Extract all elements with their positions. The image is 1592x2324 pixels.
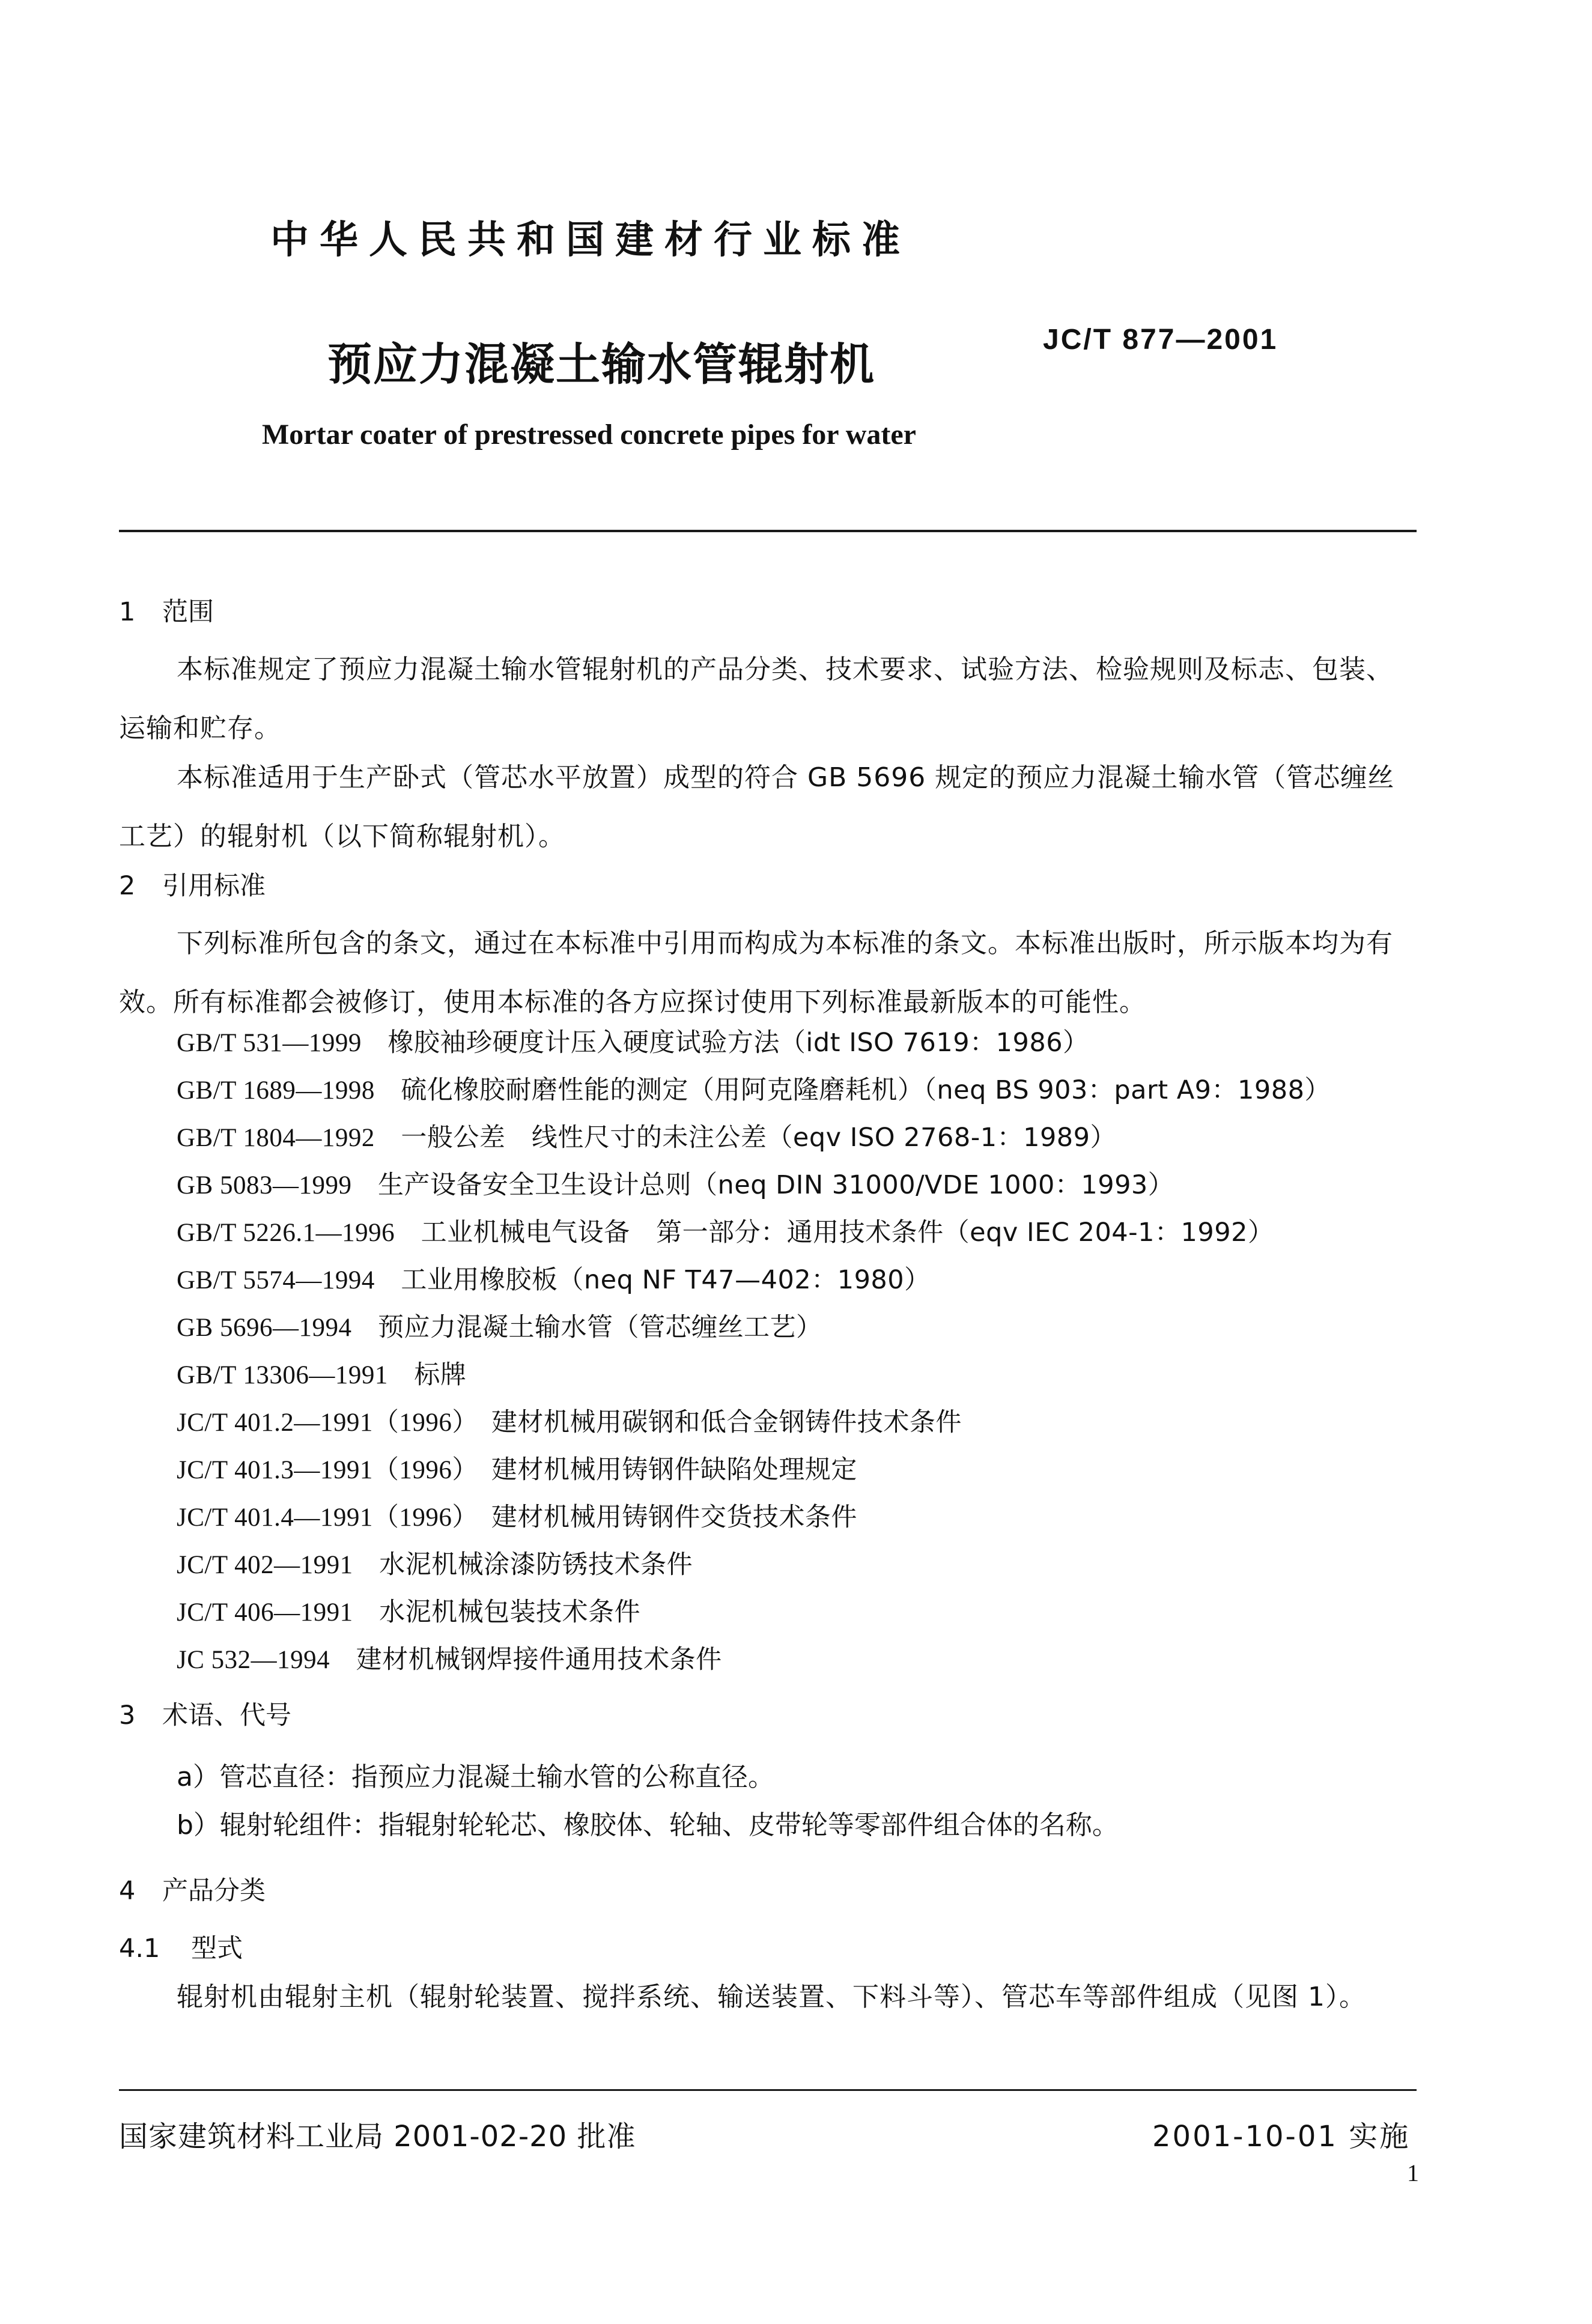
section-1-heading bbox=[119, 592, 214, 628]
ref-item bbox=[177, 1022, 1089, 1059]
ref-code: GB/T 531—1999 bbox=[177, 1029, 362, 1057]
ref-code: GB/T 13306—1991 bbox=[177, 1361, 388, 1389]
ref-desc: 建材机械用碳钢和低合金钢铸件技术条件 bbox=[491, 1407, 962, 1437]
title-chinese: 预应力混凝土输水管辊射机 bbox=[327, 339, 875, 390]
term-item: a）管芯直径：指预应力混凝土输水管的公称直径。 bbox=[177, 1762, 774, 1792]
page-number: 1 bbox=[1407, 2159, 1419, 2186]
ref-desc: 建材机械用铸钢件交货技术条件 bbox=[491, 1502, 857, 1532]
ref-item bbox=[177, 1592, 640, 1628]
section-title: 产品分类 bbox=[162, 1876, 266, 1906]
subsection-4-1-heading bbox=[119, 1928, 243, 1965]
section-number: 4 bbox=[119, 1876, 136, 1906]
ref-desc: 建材机械钢焊接件通用技术条件 bbox=[356, 1645, 722, 1675]
ref-item bbox=[177, 1497, 857, 1534]
ref-desc: 水泥机械涂漆防锈技术条件 bbox=[379, 1550, 693, 1580]
ref-code: GB/T 1804—1992 bbox=[177, 1124, 375, 1152]
ref-item bbox=[177, 1212, 1274, 1249]
standard-category: 中华人民共和国建材行业标准 bbox=[270, 218, 911, 262]
ref-code: JC/T 401.3—1991（1996） bbox=[177, 1456, 466, 1484]
title-english: Mortar coater of prestressed concrete pipes for water bbox=[262, 419, 916, 451]
ref-item bbox=[177, 1070, 1331, 1106]
section-2-para-1: 下列标准所包含的条文，通过在本标准中引用而构成为本标准的条文。本标准出版时，所示版本均为有效。所有标准都会被修订，使用本标准的各方应探讨使用下列标准最新版本的可能性。 bbox=[119, 928, 1393, 1018]
ref-desc: 建材机械用铸钢件缺陷处理规定 bbox=[491, 1455, 857, 1485]
ref-code: GB/T 1689—1998 bbox=[177, 1076, 375, 1105]
ref-code: JC 532—1994 bbox=[177, 1646, 330, 1674]
ref-code: JC/T 401.2—1991（1996） bbox=[177, 1409, 466, 1437]
ref-item bbox=[177, 1402, 962, 1439]
ref-desc: 标牌 bbox=[414, 1360, 467, 1390]
section-title: 范围 bbox=[162, 597, 214, 627]
header-divider bbox=[119, 530, 1417, 532]
ref-desc: 工业用橡胶板（neq NF T47—402：1980） bbox=[401, 1265, 931, 1295]
ref-item bbox=[177, 1639, 722, 1676]
section-3-heading bbox=[119, 1695, 291, 1732]
ref-code: GB/T 5574—1994 bbox=[177, 1266, 375, 1294]
subsection-4-1-para: 辊射机由辊射主机（辊射轮装置、搅拌系统、输送装置、下料斗等）、管芯车等部件组成（见图 1）。 bbox=[177, 1982, 1366, 2012]
ref-code: GB 5696—1994 bbox=[177, 1314, 352, 1342]
effective-date: 2001-10-01 实施 bbox=[1152, 2120, 1411, 2153]
section-4-heading bbox=[119, 1870, 266, 1907]
section-number: 2 bbox=[119, 871, 136, 901]
ref-item bbox=[177, 1355, 466, 1391]
ref-code: JC/T 402—1991 bbox=[177, 1551, 353, 1579]
ref-code: JC/T 401.4—1991（1996） bbox=[177, 1503, 466, 1532]
ref-desc: 工业机械电气设备 第一部分：通用技术条件（eqv IEC 204-1：1992） bbox=[421, 1218, 1274, 1248]
doc-number: JC/T 877—2001 bbox=[1043, 324, 1278, 356]
ref-code: JC/T 406—1991 bbox=[177, 1598, 353, 1627]
ref-desc: 水泥机械包装技术条件 bbox=[379, 1597, 641, 1627]
ref-code: GB/T 5226.1—1996 bbox=[177, 1219, 395, 1247]
issuer-approval: 国家建筑材料工业局 2001-02-20 批准 bbox=[119, 2120, 636, 2153]
section-2-heading bbox=[119, 866, 266, 902]
ref-desc: 预应力混凝土输水管（管芯缠丝工艺） bbox=[377, 1312, 822, 1343]
ref-item bbox=[177, 1307, 822, 1344]
ref-desc: 生产设备安全卫生设计总则（neq DIN 31000/VDE 1000：1993） bbox=[377, 1170, 1174, 1200]
section-number: 1 bbox=[119, 597, 136, 627]
subsection-title: 型式 bbox=[191, 1934, 243, 1964]
ref-item bbox=[177, 1165, 1174, 1201]
ref-desc: 硫化橡胶耐磨性能的测定（用阿克隆磨耗机）（neq BS 903：part A9：1988） bbox=[401, 1075, 1331, 1105]
section-1-para-1: 本标准规定了预应力混凝土输水管辊射机的产品分类、技术要求、试验方法、检验规则及标志、包装、运输和贮存。 bbox=[119, 654, 1393, 744]
subsection-number: 4.1 bbox=[119, 1934, 160, 1964]
ref-item bbox=[177, 1544, 693, 1581]
ref-item bbox=[177, 1260, 931, 1296]
section-1-para-2: 本标准适用于生产卧式（管芯水平放置）成型的符合 GB 5696 规定的预应力混凝土输水管（管芯缠丝工艺）的辊射机（以下简称辊射机）。 bbox=[119, 762, 1395, 852]
section-number: 3 bbox=[119, 1701, 136, 1731]
ref-item bbox=[177, 1449, 857, 1486]
section-title: 引用标准 bbox=[162, 871, 266, 901]
term-item: b）辊射轮组件：指辊射轮轮芯、橡胶体、轮轴、皮带轮等零部件组合体的名称。 bbox=[177, 1810, 1119, 1840]
ref-desc: 一般公差 线性尺寸的未注公差（eqv ISO 2768-1：1989） bbox=[401, 1123, 1117, 1153]
ref-desc: 橡胶袖珍硬度计压入硬度试验方法（idt ISO 7619：1986） bbox=[387, 1028, 1089, 1058]
ref-code: GB 5083—1999 bbox=[177, 1171, 352, 1200]
footer-divider bbox=[119, 2089, 1417, 2091]
ref-item bbox=[177, 1117, 1116, 1154]
section-title: 术语、代号 bbox=[162, 1701, 291, 1731]
